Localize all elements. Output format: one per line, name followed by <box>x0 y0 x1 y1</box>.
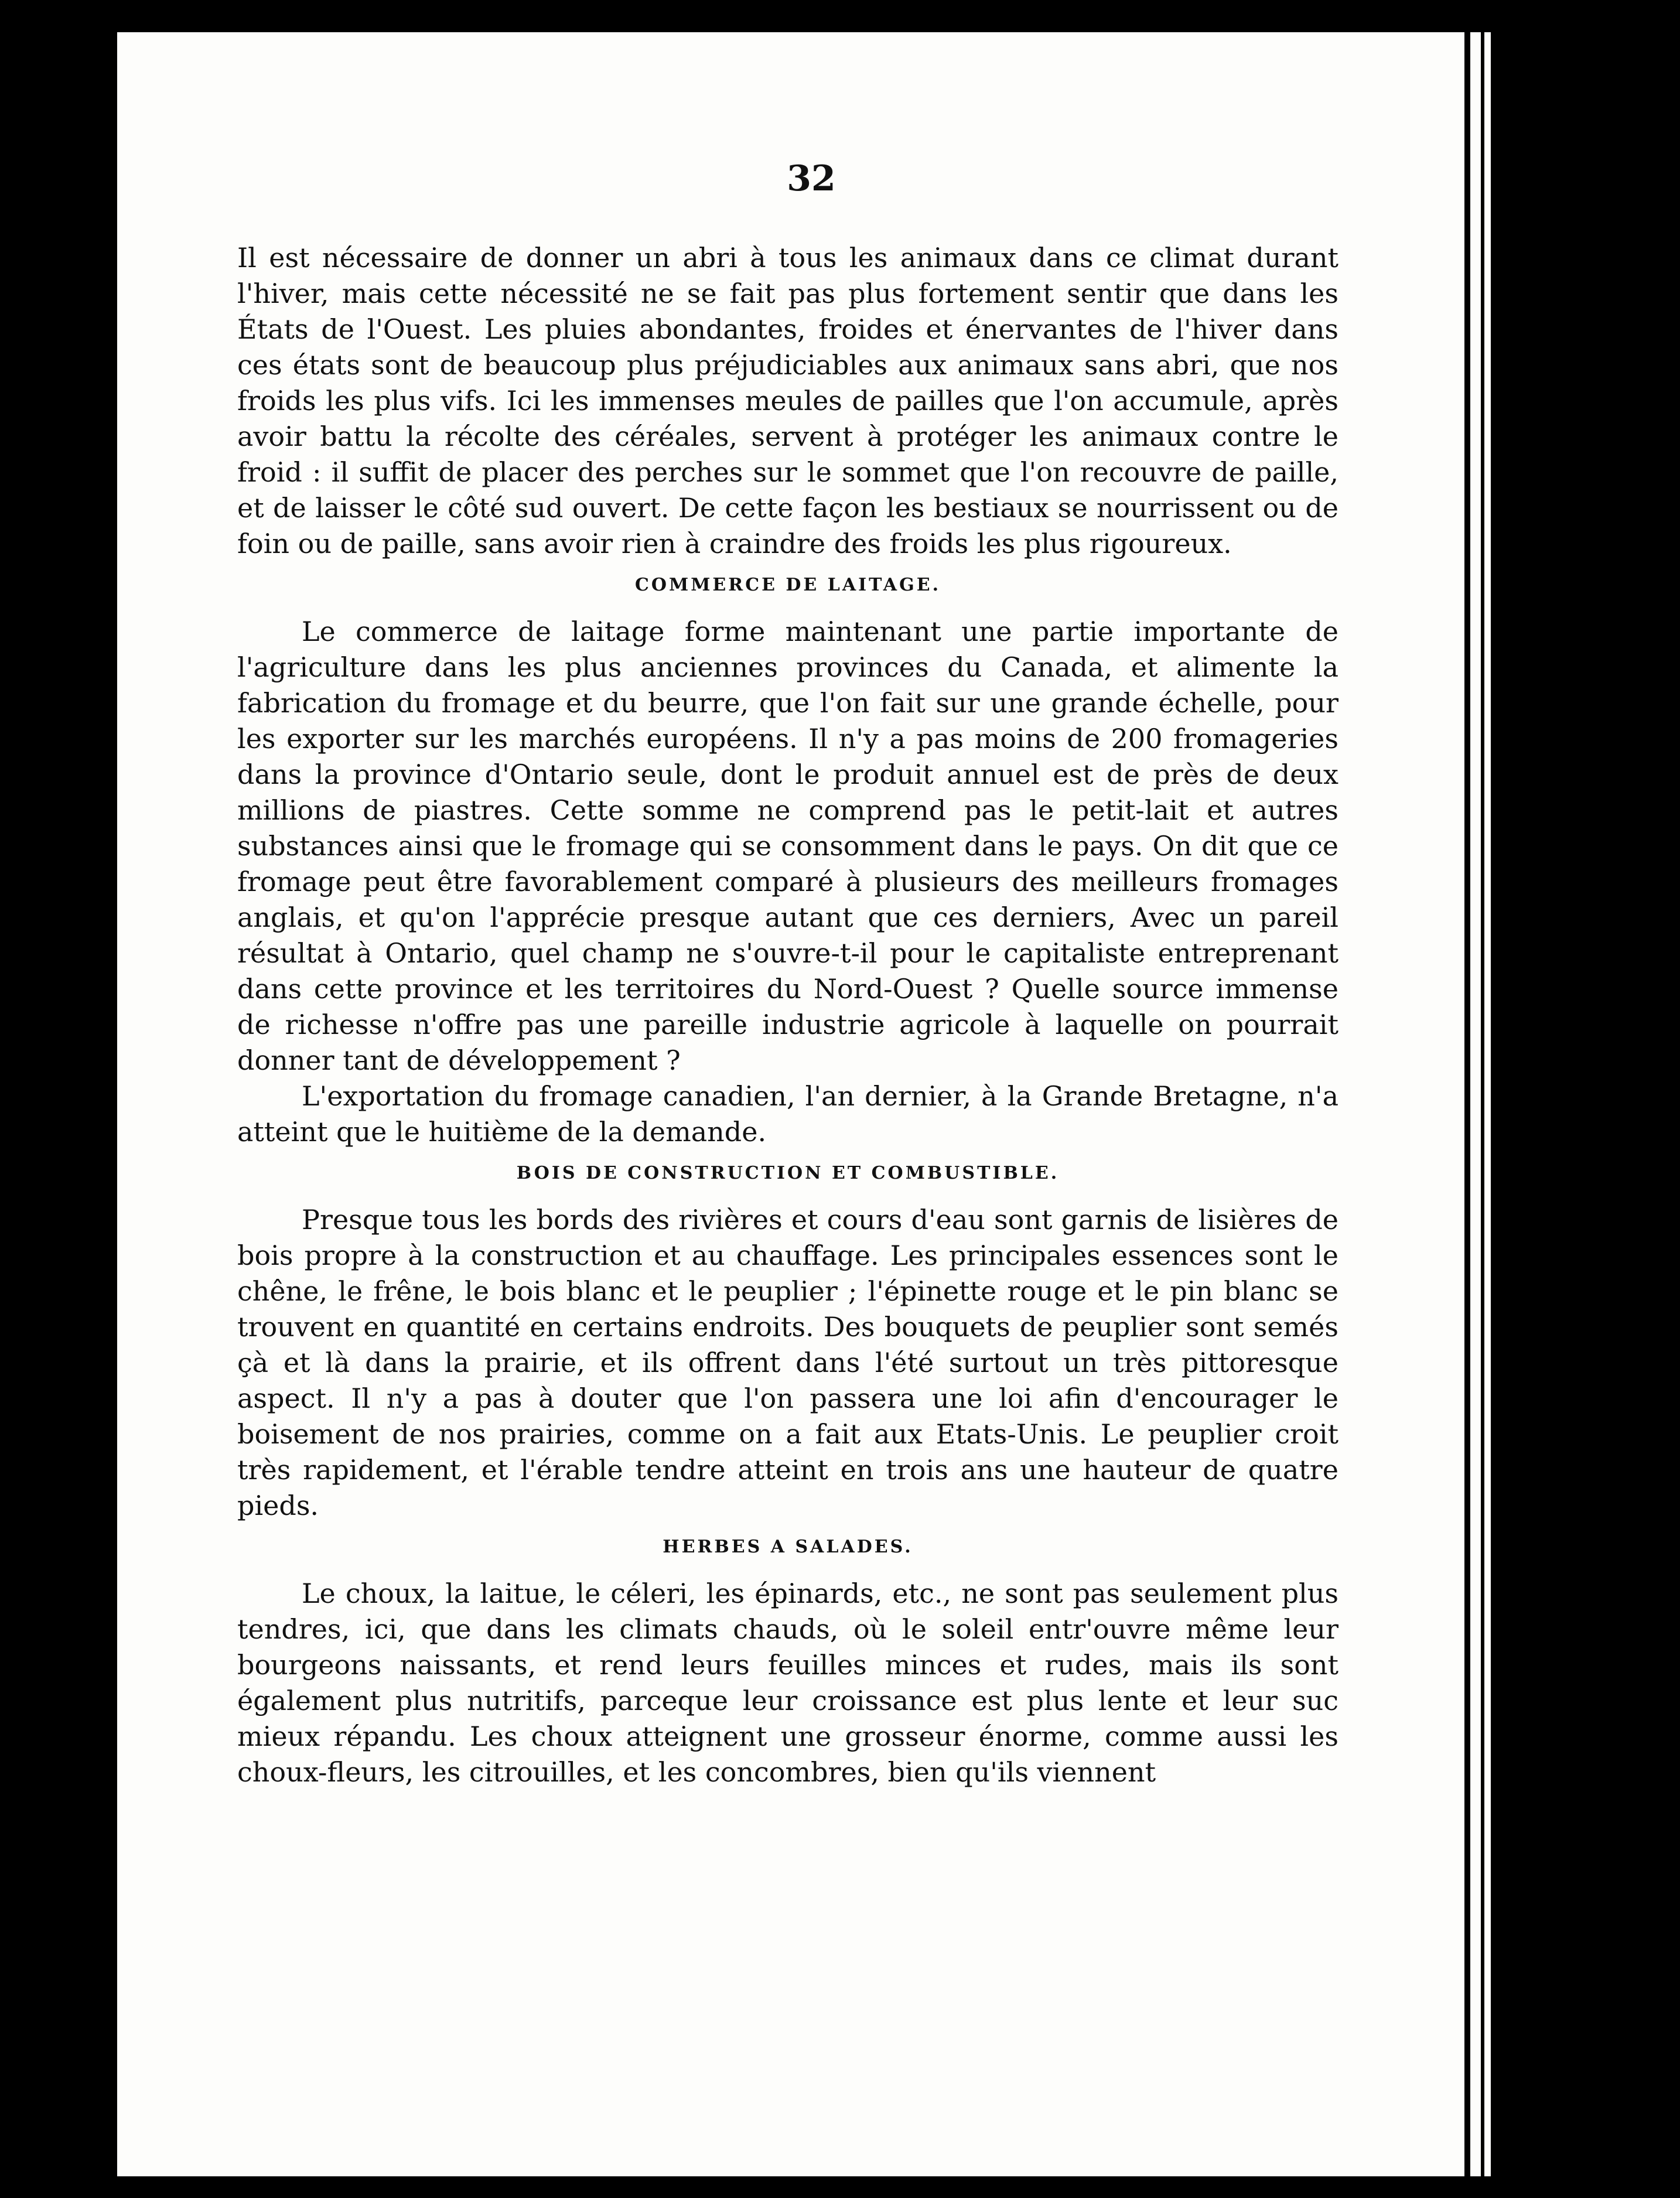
paragraph-bois-1: Presque tous les bords des rivières et cours d'eau sont garnis de lisières de bois propre à la construction et au chauffage. Les principales essences sont le chêne, le frêne, le bois blanc et le peuplier ; l'épinette rouge et le pin blanc se trouvent en quantité en certains endroits. Des bouquets de peuplier sont semés çà et là dans la prairie, et ils offrent dans l'été surtout un très pittoresque aspect. Il n'y a pas à douter que l'on passera une loi afin d'encourager le boisement de nos prairies, comme on a fait aux Etats-Unis. Le peuplier croit très rapidement, et l'érable tendre atteint en trois ans une hauteur de quatre pieds. <box>237 1204 1338 1521</box>
page-text <box>237 158 1338 1790</box>
paragraph-laitage-1: Le commerce de laitage forme maintenant une partie importante de l'agriculture dans les plus anciennes provinces du Canada, et alimente la fabrication du fromage et du beurre, que l'on fait sur une grande échelle, pour les exporter sur les marchés européens. Il n'y a pas moins de 200 fromageries dans la province d'Ontario seule, dont le produit annuel est de près de deux millions de piastres. Cette somme ne comprend pas le petit-lait et autres substances ainsi que le fromage qui se consomment dans le pays. On dit que ce fromage peut être favorablement comparé à plusieurs des meilleurs fromages anglais, et qu'on l'apprécie presque autant que ces derniers, Avec un pareil résultat à Ontario, quel champ ne s'ouvre-t-il pour le capitaliste entreprenant dans cette province et les territoires du Nord-Ouest ? Quelle source immense de richesse n'offre pas une pareille industrie agricole à laquelle on pourrait donner tant de développement ? <box>237 616 1338 1076</box>
paragraph-laitage-2: L'exportation du fromage canadien, l'an dernier, à la Grande Bretagne, n'a atteint que le huitième de la demande. <box>237 1080 1338 1148</box>
scan-border <box>1497 0 1680 2198</box>
intro-paragraph: Il est nécessaire de donner un abri à tous les animaux dans ce climat durant l'hiver, mais cette nécessité ne se fait pas plus fortement sentir que dans les États de l'Ouest. Les pluies abondantes, froides et énervantes de l'hiver dans ces états sont de beaucoup plus préjudiciables aux animaux sans abri, que nos froids les plus vifs. Ici les immenses meules de pailles que l'on accumule, après avoir battu la récolte des céréales, servent à protéger les animaux contre le froid : il suffit de placer des perches sur le sommet que l'on recouvre de paille, et de laisser le côté sud ouvert. De cette façon les bestiaux se nourrissent ou de foin ou de paille, sans avoir rien à craindre des froids les plus rigoureux. <box>237 242 1338 559</box>
section-heading-laitage: COMMERCE DE LAITAGE. <box>634 575 941 595</box>
page-number: 32 <box>787 158 836 199</box>
section-heading-bois: BOIS DE CONSTRUCTION ET COMBUSTIBLE. <box>516 1163 1060 1183</box>
paragraph-herbes-1: Le choux, la laitue, le céleri, les épinards, etc., ne sont pas seulement plus tendres, ici, que dans les climats chauds, où le soleil entr'ouvre même leur bourgeons naissants, et rend leurs feuilles minces et rudes, mais ils sont également plus nutritifs, parceque leur croissance est plus lente et leur suc mieux répandu. Les choux atteignent une grosseur énorme, comme aussi les choux-fleurs, les citrouilles, et les concombres, bien qu'ils viennent <box>237 1578 1338 1788</box>
section-heading-herbes: HERBES A SALADES. <box>663 1537 913 1557</box>
page-edge-line <box>1464 0 1470 2198</box>
page-edge-line <box>1481 0 1484 2198</box>
